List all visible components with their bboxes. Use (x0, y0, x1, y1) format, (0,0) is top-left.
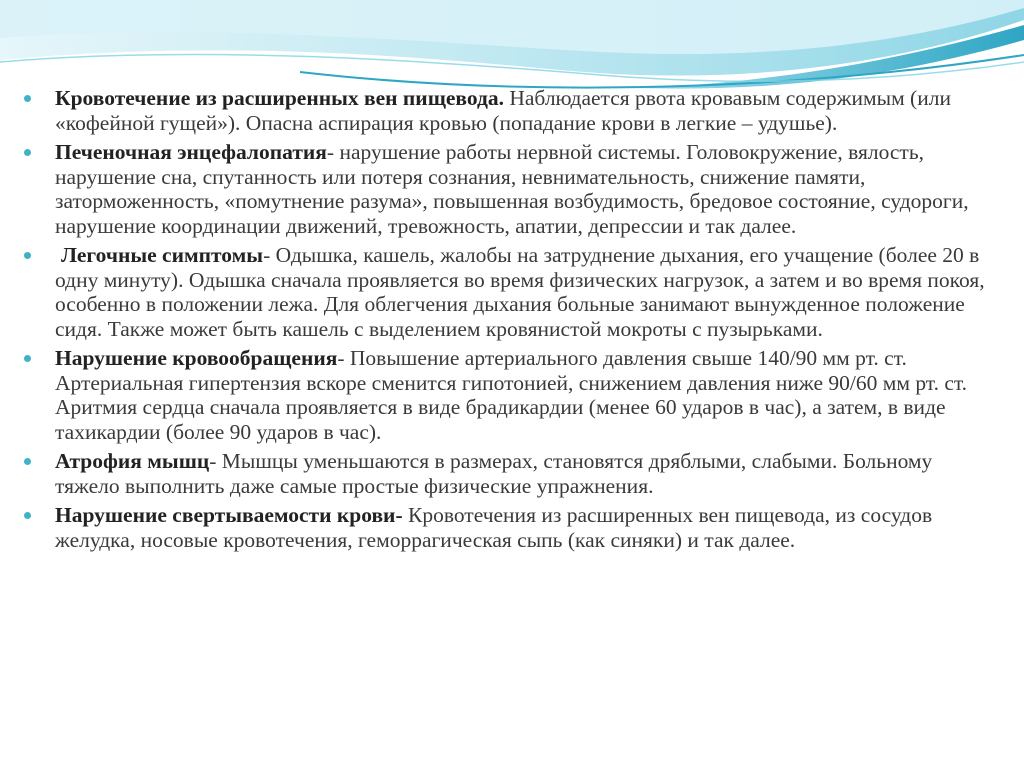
bullet-icon (24, 95, 31, 102)
item-text: Наблюдается рвота кровавым содержимым (или «кофейной гущей»). Опасна аспирация кровью (попадание крови в легкие – удушье). (55, 86, 951, 135)
bullet-list (22, 86, 997, 557)
item-text: Кровотечения из расширенных вен пищевода, из сосудов желудка, носовые кровотечения, геморрагическая сыпь (как синяки) и так далее. (55, 503, 933, 552)
bullet-icon (24, 252, 31, 259)
list-item (22, 140, 997, 238)
bullet-icon (24, 149, 31, 156)
list-item (22, 86, 997, 135)
list-item (22, 449, 997, 498)
item-text: - нарушение работы нервной системы. Головокружение, вялость, нарушение сна, спутанность или потеря сознания, невнимательность, снижение памяти, заторможенность, «помутнение разума», повышенная возбудимость, бредовое состояние, судороги, нарушение координации движений, тревожность, апатии, депрессии и так далее. (55, 140, 969, 238)
item-text: - Одышка, кашель, жалобы на затруднение дыхания, его учащение (более 20 в одну минуту). Одышка сначала проявляется во время физических нагрузок, а затем и во время покоя, особенно в положении лежа. Для облегчения дыхания больные занимают вынужденное положение сидя. Также может быть кашель с выделением кровянистой мокроты с пузырьками. (55, 243, 985, 341)
item-text: - Повышение артериального давления свыше 140/90 мм рт. ст. Артериальная гипертензия вскоре сменится гипотонией, снижением давления ниже 90/60 мм рт. ст. Аритмия сердца сначала проявляется в виде брадикардии (менее 60 ударов в час), а затем, в виде тахикардии (более 90 ударов в час). (55, 346, 968, 444)
bullet-icon (24, 355, 31, 362)
bullet-icon (24, 458, 31, 465)
list-item (22, 503, 997, 552)
item-term: Печеночная энцефалопатия (55, 140, 327, 164)
item-term: Нарушение свертываемости крови- (55, 503, 403, 527)
item-term: Атрофия мышц (55, 449, 210, 473)
item-term: Нарушение кровообращения (55, 346, 338, 370)
item-term: Кровотечение из расширенных вен пищевода. (55, 86, 504, 110)
item-term: Легочные симптомы (61, 243, 264, 267)
item-text: - Мышцы уменьшаются в размерах, становятся дряблыми, слабыми. Больному тяжело выполнить даже самые простые физические упражнения. (55, 449, 933, 498)
bullet-icon (24, 512, 31, 519)
list-item (22, 346, 997, 444)
list-item (22, 243, 997, 341)
